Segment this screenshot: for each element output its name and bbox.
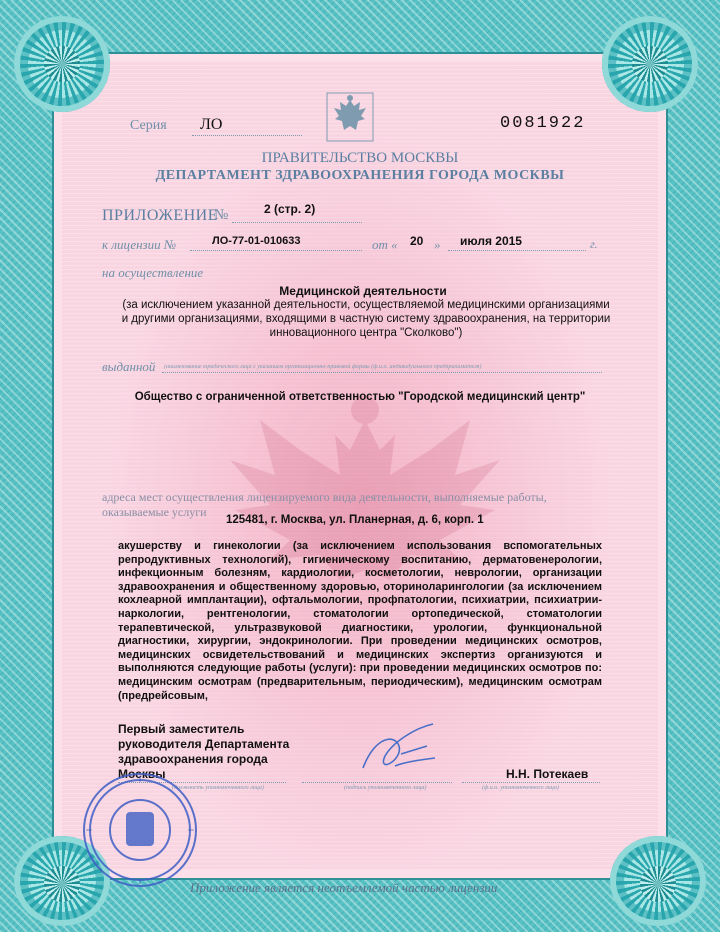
caption-signature: (подпись уполномоченного лица) bbox=[344, 785, 427, 791]
appendix-number-sign: № bbox=[214, 207, 229, 223]
license-from-label: от « bbox=[372, 237, 398, 252]
issued-hint: (наименование юридического лица с указанием организационно-правовой формы (ф.и.о. индивидуального предпринимателя) bbox=[164, 364, 482, 370]
caption-position: (должность уполномоченного лица) bbox=[172, 785, 264, 791]
appendix-label: ПРИЛОЖЕНИЕ bbox=[102, 207, 219, 224]
footer-note: Приложение является неотъемлемой частью лицензии bbox=[190, 880, 498, 895]
license-label: к лицензии № bbox=[102, 237, 177, 252]
license-number: ЛО-77-01-010633 bbox=[212, 235, 301, 247]
caption-name: (ф.и.о. уполномоченного лица) bbox=[482, 785, 559, 791]
address-label-line2: оказываемые услуги bbox=[102, 505, 207, 519]
signature-scribble bbox=[355, 716, 445, 786]
license-year-suffix: г. bbox=[590, 237, 598, 251]
signer-position-line2: руководителя Департамента bbox=[118, 737, 290, 751]
corner-rosette-top-left bbox=[14, 16, 110, 112]
official-stamp-icon bbox=[80, 770, 200, 890]
appendix-number: 2 (стр. 2) bbox=[264, 202, 316, 216]
activity-label: на осуществление bbox=[102, 265, 204, 280]
series-label: Серия bbox=[130, 118, 167, 133]
signer-position-line4: Москвы bbox=[118, 767, 166, 781]
issued-organization: Общество с ограниченной ответственностью "Городской медицинский центр" bbox=[134, 391, 586, 403]
license-month-year: июля 2015 bbox=[460, 234, 522, 248]
name-line bbox=[462, 782, 600, 783]
corner-rosette-top-right bbox=[602, 16, 698, 112]
address-label-line1: адреса мест осуществления лицензируемого вида деятельности, выполняемые работы, bbox=[102, 490, 547, 504]
government-title: ПРАВИТЕЛЬСТВО МОСКВЫ bbox=[261, 150, 459, 166]
activity-title: Медицинской деятельности bbox=[279, 284, 447, 298]
signer-name: Н.Н. Потекаев bbox=[506, 767, 589, 781]
activity-description: (за исключением указанной деятельности, осуществляемой медицинскими организациями и другими организациями, входящими в частную систему здравоохранения, на территории инновационного центра "Сколково") bbox=[121, 299, 611, 339]
signer-position-line1: Первый заместитель bbox=[118, 722, 245, 736]
license-day: 20 bbox=[410, 234, 424, 248]
appendix-line bbox=[232, 222, 362, 223]
series-value: ЛО bbox=[200, 116, 223, 133]
corner-rosette-bottom-right bbox=[610, 836, 706, 926]
coat-of-arms-icon bbox=[326, 92, 374, 142]
address-value: 125481, г. Москва, ул. Планерная, д. 6, корп. 1 bbox=[226, 514, 484, 526]
license-date-line bbox=[448, 250, 586, 251]
license-line bbox=[190, 250, 362, 251]
license-day-close: » bbox=[434, 237, 441, 252]
document-number: 0081922 bbox=[500, 114, 586, 133]
series-line bbox=[192, 135, 302, 136]
department-title: ДЕПАРТАМЕНТ ЗДРАВООХРАНЕНИЯ ГОРОДА МОСКВЫ bbox=[155, 168, 565, 183]
services-text: акушерству и гинекологии (за исключением использования вспомогательных репродуктивных технологий), гигиеническому воспитанию, дерматовенерологии, инфекционным болезням, кардиологии, косметологии, неврологии, организации здравоохранения и общественному здоровью, оториноларингологии (за исключением кохлеарной имплантации), офтальмологии, профпатологии, психиатрии, психиатрии-наркологии, рентгенологии, стоматологии ортопедической, стоматологии терапевтической, ультразвуковой диагностики, урологии, функциональной диагностики, хирургии, эндокринологии. При проведении медицинских осмотров, медицинских освидетельствований и медицинских экспертиз организуются и выполняются следующие работы (услуги): при проведении медицинских осмотров по: медицинским осмотрам (предварительным, периодическим), медицинским осмотрам (предрейсовым, bbox=[118, 540, 602, 702]
issued-label: выданной bbox=[102, 359, 156, 374]
issued-line bbox=[162, 372, 602, 373]
signer-position-line3: здравоохранения города bbox=[118, 752, 268, 766]
